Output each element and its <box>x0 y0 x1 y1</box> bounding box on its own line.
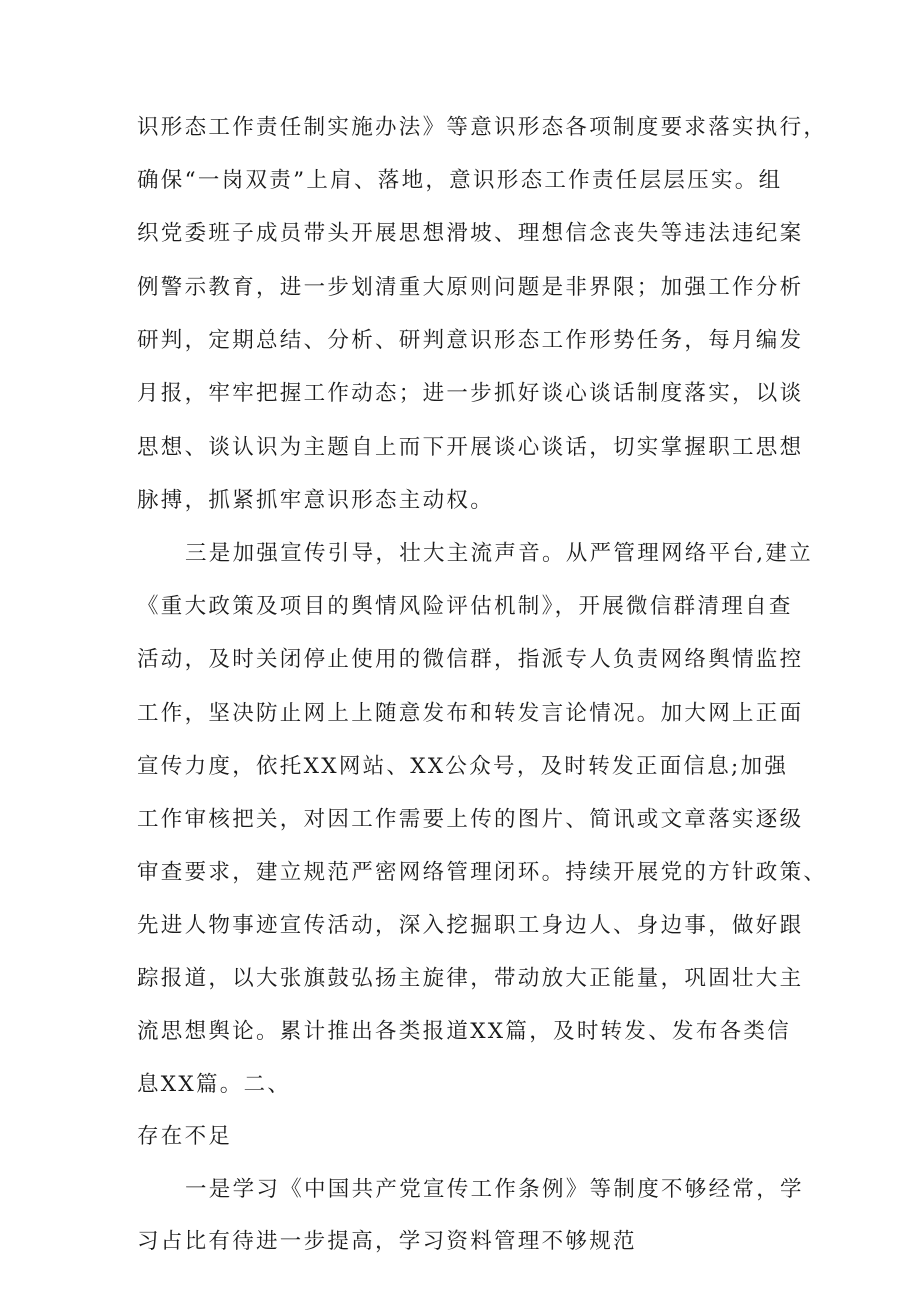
text-line: 工作审核把关，对因工作需要上传的图片、简讯或文章落实逐级 <box>137 807 804 832</box>
text-line: 研判，定期总结、分析、研判意识形态工作形势任务，每月编发 <box>137 328 804 353</box>
text-line: 工作，坚决防止网上上随意发布和转发言论情况。加大网上正面 <box>137 701 804 726</box>
text-line: 先进人物事迹宣传活动，深入挖掘职工身边人、身边事，做好跟 <box>137 913 804 938</box>
text-line: 活动，及时关闭停止使用的微信群，指派专人负责网络舆情监控 <box>137 647 804 672</box>
text-line: 流思想舆论。累计推出各类报道XX篇，及时转发、发布各类信 <box>137 1019 792 1044</box>
text-line: 习占比有待进一步提高，学习资料管理不够规范 <box>137 1229 637 1254</box>
text-line: 识形态工作责任制实施办法》等意识形态各项制度要求落实执行， <box>137 115 828 140</box>
text-line: 例警示教育，进一步划清重大原则问题是非界限；加强工作分析 <box>137 275 804 300</box>
text-line: 脉搏，抓紧抓牢意识形态主动权。 <box>137 488 495 513</box>
text-line: 月报，牢牢把握工作动态；进一步抓好谈心谈话制度落实，以谈 <box>137 381 804 406</box>
text-line: 一是学习《中国共产党宣传工作条例》等制度不够经常，学 <box>185 1177 804 1202</box>
section-heading: 存在不足 <box>137 1124 233 1149</box>
text-line: 确保“一岗双责”上肩、落地，意识形态工作责任层层压实。组 <box>137 168 783 193</box>
text-line: 织党委班子成员带头开展思想滑坡、理想信念丧失等违法违纪案 <box>137 221 804 246</box>
text-line: 审查要求，建立规范严密网络管理闭环。持续开展党的方针政策、 <box>137 860 828 885</box>
text-line: 息XX篇。二、 <box>137 1072 292 1097</box>
text-line: 宣传力度，依托XX网站、XX公众号，及时转发正面信息;加强 <box>137 754 789 779</box>
text-line: 思想、谈认识为主题自上而下开展谈心谈话，切实掌握职工思想 <box>137 435 804 460</box>
text-line: 三是加强宣传引导，壮大主流声音。从严管理网络平台,建立 <box>185 541 813 566</box>
text-line: 《重大政策及项目的舆情风险评估机制》，开展微信群清理自查 <box>137 594 793 619</box>
text-line: 踪报道，以大张旗鼓弘扬主旋律，带动放大正能量，巩固壮大主 <box>137 966 804 991</box>
